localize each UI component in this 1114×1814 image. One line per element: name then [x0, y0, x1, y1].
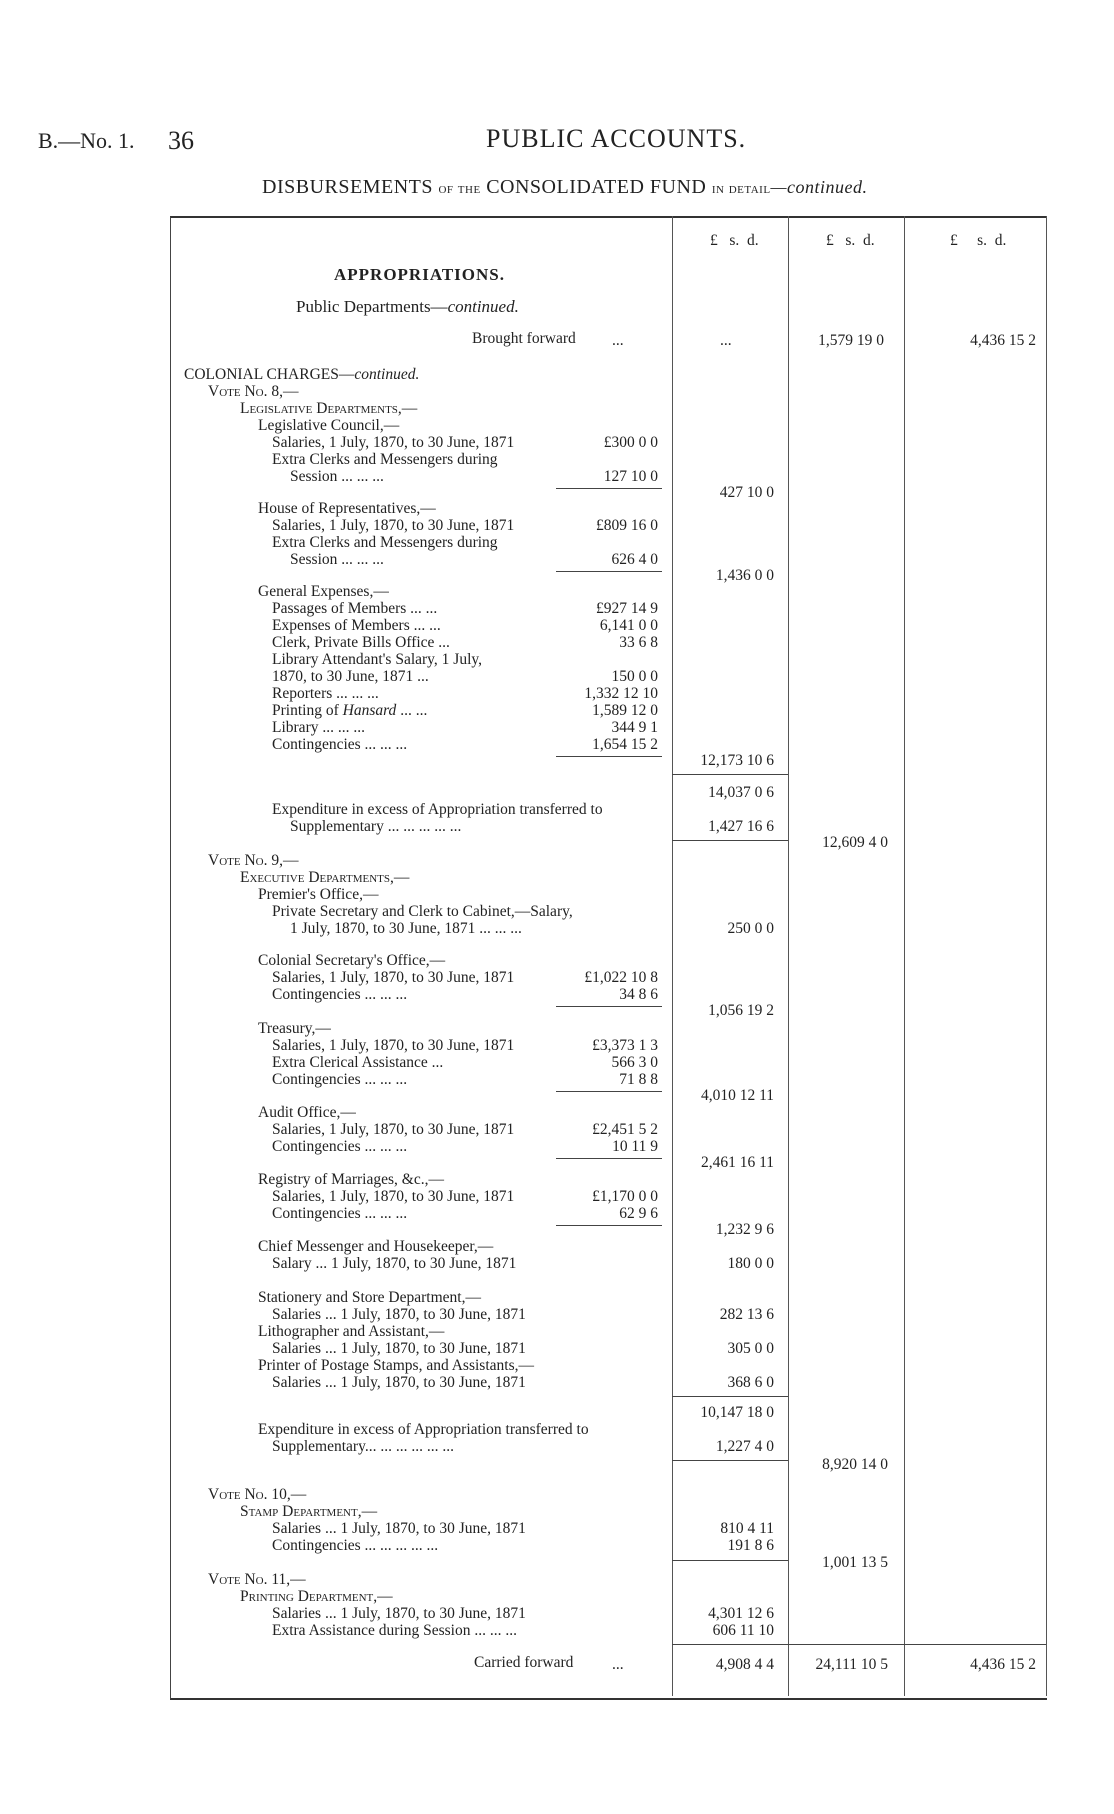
vote10-label: Vote No. 10,— [208, 1486, 307, 1503]
sum-rule [672, 1644, 1046, 1645]
general-item: Contingencies ... ... ... [272, 736, 408, 753]
vote9-department: Executive Departments,— [240, 869, 410, 886]
premier-text-a: Private Secretary and Clerk to Cabinet,—Salary, [272, 903, 573, 920]
stationery-total: 282 13 6 [719, 1306, 774, 1323]
lithographer-total: 305 0 0 [727, 1340, 774, 1357]
vote8-excess-a: Expenditure in excess of Appropriation transferred to [272, 801, 603, 818]
messenger-row: Salary ... 1 July, 1870, to 30 June, 1871 [272, 1255, 517, 1272]
general-item-amount: 1,332 12 10 [584, 685, 658, 702]
general-item: Library ... ... ... [272, 719, 365, 736]
vote11-department: Printing Department,— [240, 1588, 393, 1605]
general-item: Printing of Hansard ... ... [272, 702, 428, 719]
registry-row2-amount: 62 9 6 [619, 1205, 658, 1222]
registry-title: Registry of Marriages, &c.,— [258, 1171, 444, 1188]
general-item-amount: 6,141 0 0 [599, 617, 658, 634]
house-row1-amount: £809 16 0 [596, 517, 658, 534]
council-title: Legislative Council,— [258, 417, 400, 434]
general-item-amount: 1,589 12 0 [592, 702, 658, 719]
section-heading: APPROPRIATIONS. [334, 265, 505, 284]
house-row2a: Extra Clerks and Messengers during [272, 534, 498, 551]
house-row2b: Session ... ... ... [290, 551, 384, 568]
premier-total: 250 0 0 [727, 920, 774, 937]
subtotal-rule [556, 1006, 662, 1007]
house-total: 1,436 0 0 [715, 567, 774, 584]
vote10-row2: Contingencies ... ... ... ... ... [272, 1537, 439, 1554]
council-row2-amount: 127 10 0 [603, 468, 658, 485]
lithographer-row: Salaries ... 1 July, 1870, to 30 June, 1871 [272, 1340, 526, 1357]
registry-row1: Salaries, 1 July, 1870, to 30 June, 1871 [272, 1188, 515, 1205]
brought-forward-col1: ... [720, 332, 732, 349]
sum-rule [672, 840, 788, 841]
subtotal-rule [556, 1091, 662, 1092]
audit-total: 2,461 16 11 [700, 1154, 774, 1171]
subtitle-part: of the [438, 181, 481, 197]
vote11-row1-amount: 4,301 12 6 [708, 1605, 774, 1622]
vote10-row1-amount: 810 4 11 [720, 1520, 774, 1537]
col1-header: £ s. d. [710, 232, 759, 249]
council-row2a: Extra Clerks and Messengers during [272, 451, 498, 468]
general-item-amount: £927 14 9 [596, 600, 658, 617]
stationery-row: Salaries ... 1 July, 1870, to 30 June, 1871 [272, 1306, 526, 1323]
vote8-label: Vote No. 8,— [208, 383, 299, 400]
registry-total: 1,232 9 6 [715, 1221, 774, 1238]
audit-row1: Salaries, 1 July, 1870, to 30 June, 1871 [272, 1121, 515, 1138]
lithographer-title: Lithographer and Assistant,— [258, 1323, 445, 1340]
page-title: PUBLIC ACCOUNTS. [486, 124, 747, 153]
treasury-row2-amount: 566 3 0 [611, 1054, 658, 1071]
brought-forward-col3: 4,436 15 2 [970, 332, 1036, 349]
subtitle-part: CONSOLIDATED FUND [486, 176, 707, 198]
subtitle-part: in detail [711, 181, 771, 197]
vote8-department: Legislative Departments,— [240, 400, 418, 417]
premier-title: Premier's Office,— [258, 886, 379, 903]
vote9-total: 8,920 14 0 [822, 1456, 888, 1473]
audit-title: Audit Office,— [258, 1104, 356, 1121]
colsec-row1-amount: £1,022 10 8 [584, 969, 658, 986]
audit-row2-amount: 10 11 9 [612, 1138, 658, 1155]
col2-header: £ s. d. [826, 232, 875, 249]
document-reference: B.—No. 1. [38, 128, 135, 153]
section-subheading: Public Departments—continued. [296, 297, 519, 316]
sum-rule [672, 1560, 788, 1561]
carried-forward-dots: ... [612, 1656, 624, 1673]
treasury-row1-amount: £3,373 1 3 [592, 1037, 658, 1054]
council-row1-amount: £300 0 0 [603, 434, 658, 451]
general-item: Library Attendant's Salary, 1 July, [272, 651, 482, 668]
brought-forward-dots: ... [612, 332, 624, 349]
premier-text-b: 1 July, 1870, to 30 June, 1871 ... ... ... [290, 920, 522, 937]
vote8-excess-b: Supplementary ... ... ... ... ... [290, 818, 462, 835]
general-title: General Expenses,— [258, 583, 389, 600]
treasury-row1: Salaries, 1 July, 1870, to 30 June, 1871 [272, 1037, 515, 1054]
vote10-row1: Salaries ... 1 July, 1870, to 30 June, 1871 [272, 1520, 526, 1537]
messenger-total: 180 0 0 [727, 1255, 774, 1272]
vote10-row2-amount: 191 8 6 [727, 1537, 774, 1554]
carried-forward-col2: 24,111 10 5 [815, 1656, 888, 1673]
column-rule [672, 216, 673, 1696]
vote11-row2: Extra Assistance during Session ... ... ... [272, 1622, 517, 1639]
sum-rule [672, 1460, 788, 1461]
carried-forward-col3: 4,436 15 2 [970, 1656, 1036, 1673]
registry-row2: Contingencies ... ... ... [272, 1205, 408, 1222]
vote9-subtotal: 10,147 18 0 [700, 1404, 774, 1421]
subtotal-rule [556, 1225, 662, 1226]
treasury-total: 4,010 12 11 [700, 1087, 774, 1104]
vote8-total: 12,609 4 0 [822, 834, 888, 851]
vote8-excess-amount: 1,427 16 6 [708, 818, 774, 835]
vote11-row1: Salaries ... 1 July, 1870, to 30 June, 1871 [272, 1605, 526, 1622]
general-item: Expenses of Members ... ... [272, 617, 441, 634]
vote11-label: Vote No. 11,— [208, 1571, 306, 1588]
col3-header: £ s. d. [950, 232, 1007, 249]
subtotal-rule [556, 1158, 662, 1159]
column-rule [788, 216, 789, 1696]
subtotal-rule [556, 756, 662, 757]
house-row1: Salaries, 1 July, 1870, to 30 June, 1871 [272, 517, 515, 534]
printer-title: Printer of Postage Stamps, and Assistants,— [258, 1357, 534, 1374]
subtitle-part: DISBURSEMENTS [262, 176, 433, 198]
treasury-row2: Extra Clerical Assistance ... [272, 1054, 444, 1071]
brought-forward-label: Brought forward [472, 330, 576, 347]
vote10-total: 1,001 13 5 [822, 1554, 888, 1571]
vote10-department: Stamp Department,— [240, 1503, 378, 1520]
treasury-row3: Contingencies ... ... ... [272, 1071, 408, 1088]
general-item: Passages of Members ... ... [272, 600, 438, 617]
treasury-row3-amount: 71 8 8 [619, 1071, 658, 1088]
house-title: House of Representatives,— [258, 500, 436, 517]
column-rule [904, 216, 905, 1696]
general-total: 12,173 10 6 [700, 752, 774, 769]
vote9-excess-b: Supplementary... ... ... ... ... ... [272, 1438, 454, 1455]
council-total: 427 10 0 [719, 484, 774, 501]
sum-rule [672, 1396, 788, 1397]
messenger-title: Chief Messenger and Housekeeper,— [258, 1238, 494, 1255]
registry-row1-amount: £1,170 0 0 [592, 1188, 658, 1205]
subtotal-rule [556, 571, 662, 572]
stationery-title: Stationery and Store Department,— [258, 1289, 481, 1306]
vote9-excess-amount: 1,227 4 0 [715, 1438, 774, 1455]
audit-row2: Contingencies ... ... ... [272, 1138, 408, 1155]
general-item-amount: 150 0 0 [611, 668, 658, 685]
vote9-label: Vote No. 9,— [208, 852, 299, 869]
general-item-amount: 344 9 1 [611, 719, 658, 736]
general-item: 1870, to 30 June, 1871 ... [272, 668, 429, 685]
page-number: 36 [168, 126, 194, 155]
house-row2-amount: 626 4 0 [611, 551, 658, 568]
audit-row1-amount: £2,451 5 2 [592, 1121, 658, 1138]
colsec-row1: Salaries, 1 July, 1870, to 30 June, 1871 [272, 969, 515, 986]
sum-rule [672, 774, 788, 775]
vote9-excess-a: Expenditure in excess of Appropriation transferred to [258, 1421, 589, 1438]
brought-forward-col2: 1,579 19 0 [818, 332, 884, 349]
vote8-subtotal: 14,037 0 6 [708, 784, 774, 801]
printer-row: Salaries ... 1 July, 1870, to 30 June, 1871 [272, 1374, 526, 1391]
subtitle-part: —continued. [770, 177, 868, 197]
column-rule [1046, 216, 1047, 1696]
colsec-row2: Contingencies ... ... ... [272, 986, 408, 1003]
colsec-title: Colonial Secretary's Office,— [258, 952, 446, 969]
general-item-amount: 33 6 8 [619, 634, 658, 651]
general-item-amount: 1,654 15 2 [592, 736, 658, 753]
colsec-total: 1,056 19 2 [708, 1002, 774, 1019]
general-item: Reporters ... ... ... [272, 685, 379, 702]
colonial-charges-heading: COLONIAL CHARGES—continued. [184, 366, 420, 383]
colsec-row2-amount: 34 8 6 [619, 986, 658, 1003]
general-item: Clerk, Private Bills Office ... [272, 634, 450, 651]
carried-forward-col1: 4,908 4 4 [715, 1656, 774, 1673]
carried-forward-label: Carried forward [474, 1654, 574, 1671]
printer-total: 368 6 0 [727, 1374, 774, 1391]
page-subtitle [262, 176, 868, 199]
council-row2b: Session ... ... ... [290, 468, 384, 485]
subtotal-rule [556, 488, 662, 489]
vote11-row2-amount: 606 11 10 [712, 1622, 774, 1639]
council-row1: Salaries, 1 July, 1870, to 30 June, 1871 [272, 434, 515, 451]
treasury-title: Treasury,— [258, 1020, 331, 1037]
